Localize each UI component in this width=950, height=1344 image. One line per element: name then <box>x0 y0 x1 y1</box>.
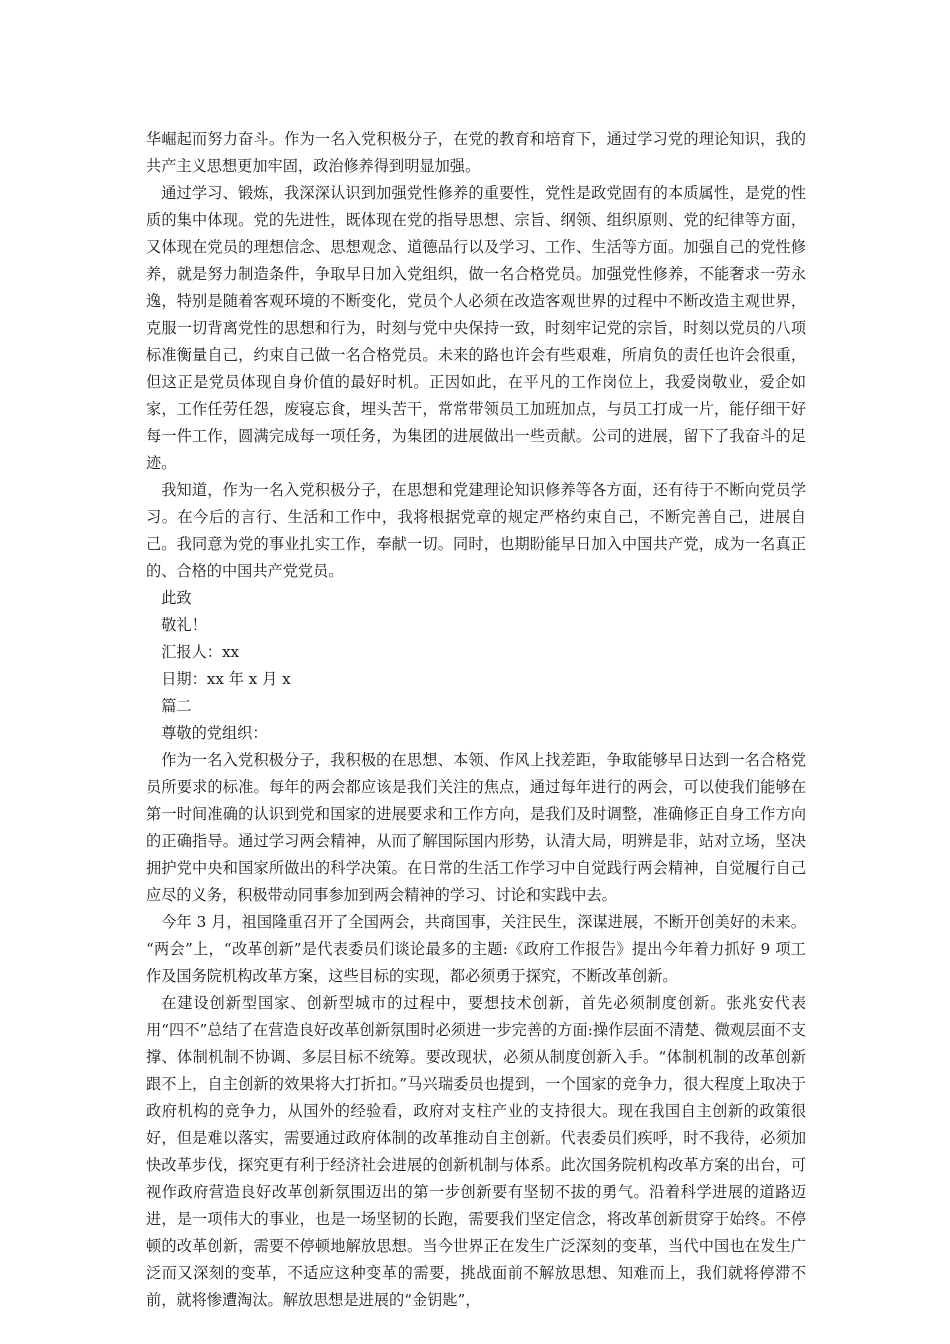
paragraph-continuation: 华崛起而努力奋斗。作为一名入党积极分子，在党的教育和培育下，通过学习党的理论知识，我的共产主义思想更加牢固，政治修养得到明显加强。 <box>146 130 806 175</box>
paragraph-two-sessions: 作为一名入党积极分子，我积极的在思想、本领、作风上找差距，争取能够早日达到一名合格党员所要求的标准。每年的两会都应该是我们关注的焦点，通过每年进行的两会，可以使我们能够在第一时间准确的认识到党和国家的进展要求和工作方向，是我们及时调整，准确修正自身工作方向的正确指导。通过学习两会精神，从而了解国际国内形势，认清大局，明辨是非，站对立场，坚决拥护党中央和国家所做出的科学决策。在日常的生活工作学习中自觉践行两会精神，自觉履行自己应尽的义务，积极带动同事参加到两会精神的学习、讨论和实践中去。 <box>146 751 806 904</box>
closing-regards: 敬礼！ <box>161 616 207 634</box>
section-heading: 篇二 <box>161 697 192 715</box>
greeting-line: 尊敬的党组织： <box>161 724 268 742</box>
paragraph-march-sessions: 今年 3 月，祖国隆重召开了全国两会，共商国事，关注民生，深谋进展，不断开创美好的未来。 “两会”上，“改革创新”是代表委员们谈论最多的主题:《政府工作报告》提出今年着力抓好 9 项工作及国务院机构改革方案，这些目标的实现，都必须勇于探究，不断改革创新。 <box>146 913 806 985</box>
document-page <box>146 126 806 1314</box>
paragraph-party-spirit: 通过学习、锻炼，我深深认识到加强党性修养的重要性，党性是政党固有的本质属性，是党的性质的集中体现。党的先进性，既体现在党的指导思想、宗旨、纲领、组织原则、党的纪律等方面，又体现在党员的理想信念、思想观念、道德品行以及学习、工作、生活等方面。加强自己的党性修养，就是努力制造条件，争取早日加入党组织，做一名合格党员。加强党性修养，不能奢求一劳永逸，特别是随着客观环境的不断变化，党员个人必须在改造客观世界的过程中不断改造主观世界，克服一切背离党性的思想和行为，时刻与党中央保持一致，时刻牢记党的宗旨，时刻以党员的八项标准衡量自己，约束自己做一名合格党员。未来的路也许会有些艰难，所肩负的责任也许会很重，但这正是党员体现自身价值的最好时机。正因如此，在平凡的工作岗位上，我爱岗敬业，爱企如家，工作任劳任怨，废寝忘食，埋头苦干，常常带领员工加班加点，与员工打成一片，能仔细干好每一件工作，圆满完成每一项任务，为集团的进展做出一些贡献。公司的进展，留下了我奋斗的足迹。 <box>146 184 806 472</box>
reporter-line: 汇报人：xx <box>161 643 240 661</box>
paragraph-innovation: 在建设创新型国家、创新型城市的过程中，要想技术创新，首先必须制度创新。张兆安代表用“四不”总结了在营造良好改革创新氛围时必须进一步完善的方面:操作层面不清楚、微观层面不支撑、体制机制不协调、多层目标不统筹。要改现状，必须从制度创新入手。“体制机制的改革创新跟不上，自主创新的效果将大打折扣。”马兴瑞委员也提到，一个国家的竞争力，很大程度上取决于政府机构的竞争力，从国外的经验看，政府对支柱产业的支持很大。现在我国自主创新的政策很好，但是难以落实，需要通过政府体制的改革推动自主创新。代表委员们疾呼，时不我待，必须加快改革步伐，探究更有利于经济社会进展的创新机制与体系。此次国务院机构改革方案的出台，可视作政府营造良好改革创新氛围迈出的第一步创新要有坚韧不拔的勇气。沿着科学进展的道路迈进，是一项伟大的事业，也是一场坚韧的长跑，需要我们坚定信念，将改革创新贯穿于始终。不停顿的改革创新，需要不停顿地解放思想。当今世界正在发生广泛深刻的变革，当代中国也在发生广泛而又深刻的变革，不适应这种变革的需要，挑战面前不解放思想、知难而上，我们就将停滞不前，就将惨遭淘汰。解放思想是进展的“金钥匙”， <box>146 994 806 1309</box>
closing-salutation: 此致 <box>161 589 192 607</box>
date-line: 日期：xx 年 x 月 x <box>161 670 291 688</box>
paragraph-commitment: 我知道，作为一名入党积极分子，在思想和党建理论知识修养等各方面，还有待于不断向党员学习。在今后的言行、生活和工作中，我将根据党章的规定严格约束自己，不断完善自己，进展自己。我同意为党的事业扎实工作，奉献一切。同时，也期盼能早日加入中国共产党，成为一名真正的、合格的中国共产党党员。 <box>146 481 806 580</box>
